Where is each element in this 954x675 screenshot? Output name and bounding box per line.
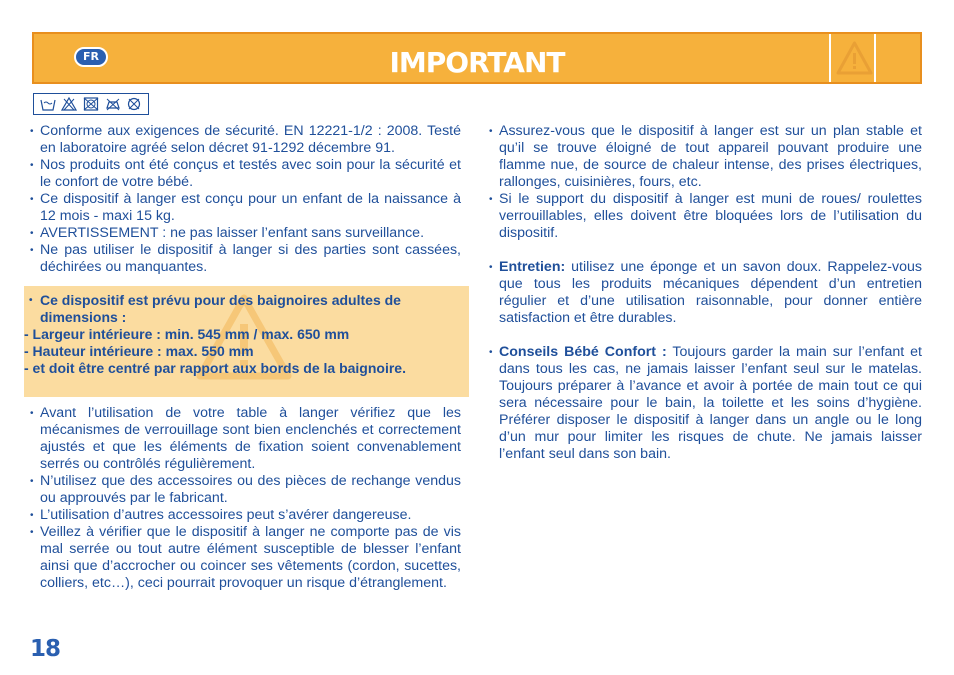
bullet: • [30, 194, 34, 205]
bathtub-dimensions-box [24, 286, 469, 397]
advice-label: Conseils Bébé Confort : [499, 344, 667, 360]
highlight-line: - et doit être centré par rapport aux bords de la baignoire. [24, 360, 406, 376]
page-number: 18 [30, 636, 61, 662]
highlight-line: - Hauteur intérieure : max. 550 mm [24, 343, 254, 359]
bullet: • [29, 295, 33, 306]
highlight-line: - Largeur intérieure : min. 545 mm / max. 650 mm [24, 326, 350, 342]
bullet: • [30, 476, 34, 487]
maintenance-label: Entretien: [499, 259, 566, 275]
washing-tub-icon [40, 97, 56, 111]
no-bleach-icon [61, 97, 77, 111]
header-banner [32, 32, 922, 84]
maintenance-item: • Entretien: utilisez une éponge et un savon doux. Rappelez-vous que tous les produits mécaniques dépendent d’un entretien régulier et d’une utilisation raisonnable, pour donner entière satisfaction et être durables. [489, 259, 922, 326]
language-badge: FR [74, 47, 108, 67]
bullet: • [30, 510, 34, 521]
list-item: • Veillez à vérifier que le dispositif à langer ne comporte pas de vis mal serrée ou tout autre élément susceptible de blesser l’enfant ainsi que d’accrocher ou coincer ses vêtements (cordon, sucettes, colliers, etc…), ceci pourrait provoquer un risque d’étranglement. [30, 524, 461, 591]
list-item: • Ce dispositif à langer est conçu pour un enfant de la naissance à 12 mois - maxi 15 kg. [30, 191, 461, 224]
list-item: • L’utilisation d’autres accessoires peut s’avérer dangereuse. [30, 507, 412, 523]
list-item: • Conforme aux exigences de sécurité. EN 12221-1/2 : 2008. Testé en laboratoire agréé selon décret 91-1292 décembre 91. [30, 123, 461, 156]
bullet: • [30, 245, 34, 256]
bullet: • [489, 126, 493, 137]
list-item: • Si le support du dispositif à langer est muni de roues/ roulettes verrouillables, elles doivent être bloquées lors de l’utilisation du dispositif. [489, 191, 922, 241]
advice-item: • Conseils Bébé Confort : Toujours garder la main sur l’enfant et dans tous les cas, ne jamais laisser l’enfant seul sur le matelas. Toujours préparer à l’avance et avoir à portée de main tout ce qui sera nécessaire pour le bain, la toilette et les soins d’hygiène. Préférer disposer le dispositif à langer dans un angle ou le long d’un mur pour limiter les risques de chute. Ne jamais laisser l’enfant seul dans son bain. [489, 344, 922, 462]
no-tumble-dry-icon [83, 97, 99, 111]
left-column [24, 123, 461, 592]
spacer [489, 327, 922, 344]
warning-triangle-icon [835, 40, 874, 76]
bullet: • [489, 347, 493, 358]
bullet: • [489, 262, 493, 273]
highlight-line: • Ce dispositif est prévu pour des baignoires adultes de dimensions : [29, 292, 401, 325]
no-dry-clean-icon [126, 97, 142, 111]
bullet: • [30, 527, 34, 538]
list-item: • AVERTISSEMENT : ne pas laisser l’enfant sans surveillance. [30, 225, 425, 241]
no-iron-icon [105, 97, 121, 111]
list-item: • Avant l’utilisation de votre table à langer vérifiez que les mécanismes de verrouillage sont bien enclenchés et correctement ajustés et que les éléments de fixation soient convenablement serrés ou contrôlés régulièrement. [30, 405, 461, 472]
page-title: IMPORTANT [389, 46, 565, 79]
list-item: • Ne pas utiliser le dispositif à langer si des parties sont cassées, déchirées ou manquantes. [30, 242, 461, 275]
spacer [489, 242, 922, 259]
bullet: • [30, 160, 34, 171]
bullet: • [30, 408, 34, 419]
right-column [489, 123, 922, 463]
left-bottom-list [30, 405, 461, 592]
warning-box [829, 34, 876, 82]
bullet: • [30, 228, 34, 239]
bullet: • [30, 126, 34, 137]
list-item: • Nos produits ont été conçus et testés avec soin pour la sécurité et le confort de votre bébé. [30, 157, 461, 190]
age-icons-strip [33, 93, 149, 115]
list-item: • Assurez-vous que le dispositif à langer est sur un plan stable et qu’il se trouve éloigné de tout appareil pouvant produire une flamme nue, de source de chaleur intense, des prises électriques, rallonges, cuisinières, fours, etc. [489, 123, 922, 190]
bullet: • [489, 194, 493, 205]
list-item: • N’utilisez que des accessoires ou des pièces de rechange vendus ou approuvés par le fabricant. [30, 473, 461, 506]
